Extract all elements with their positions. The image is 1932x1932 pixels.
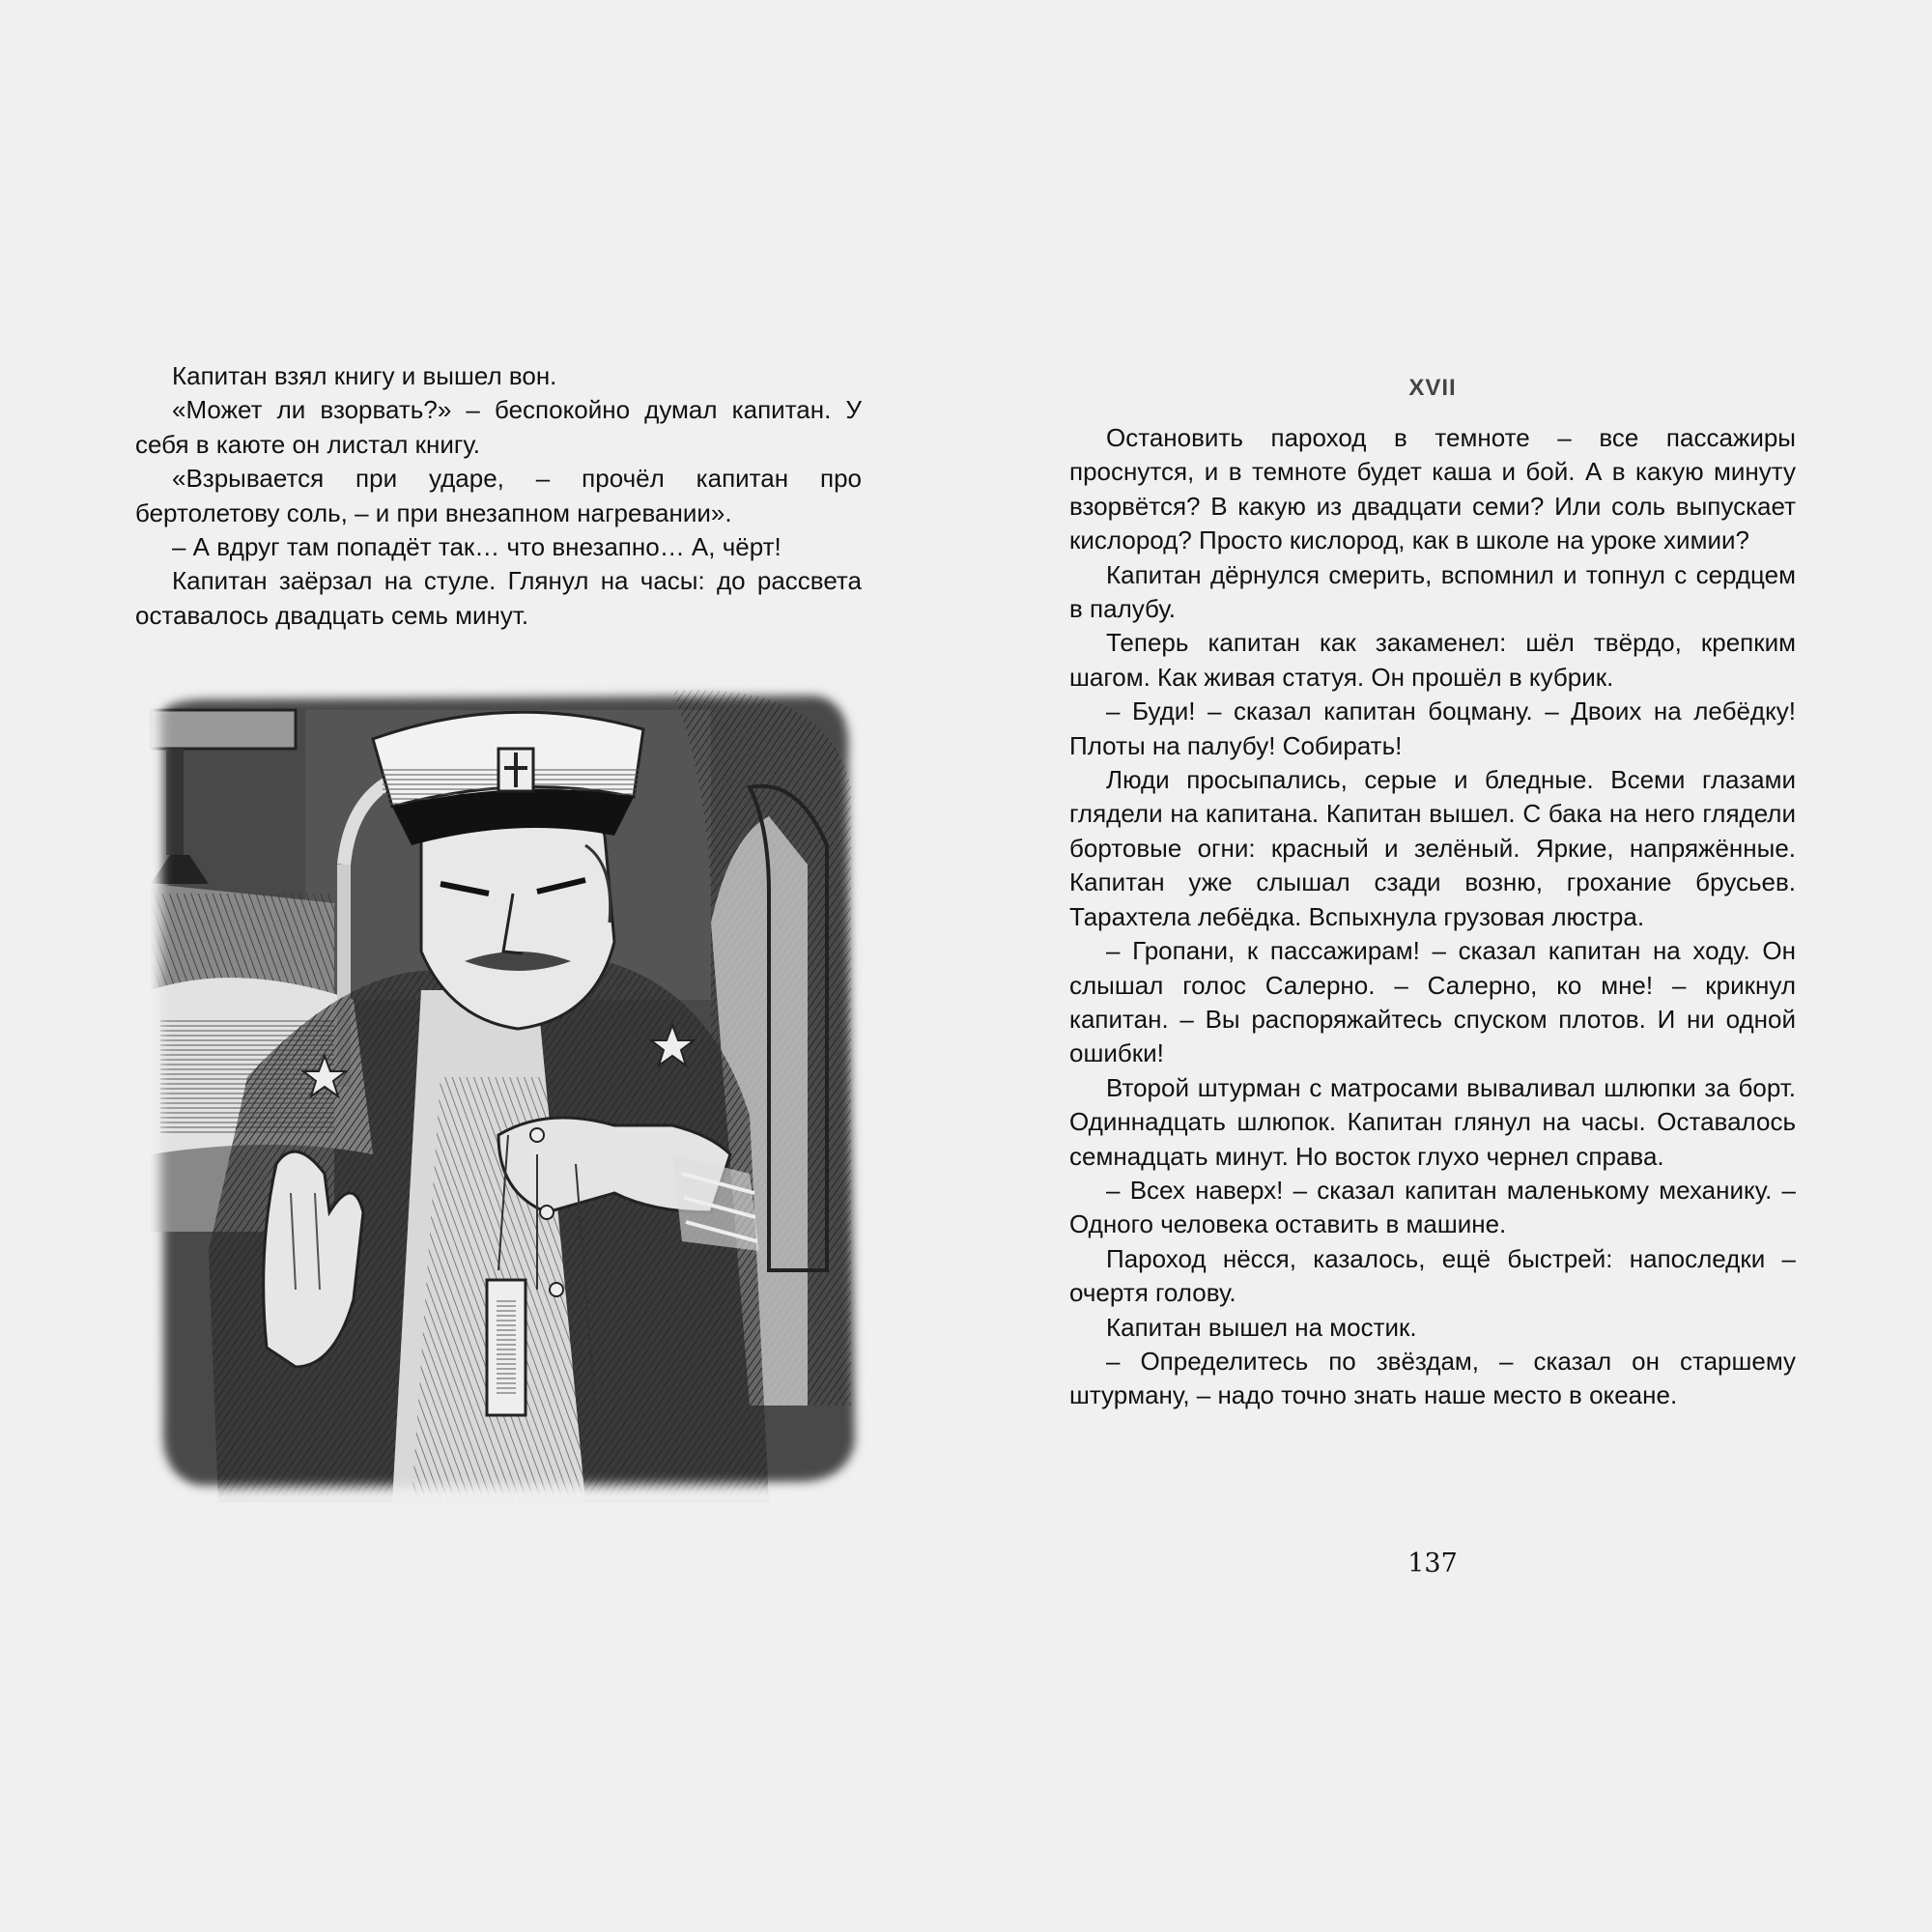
left-page-text <box>135 359 862 633</box>
paragraph: Остановить пароход в темноте – все пассажиры проснутся, и в темноте будет каша и бой. А в какую минуту взорвётся? В какую из двадцати семи? Или соль выпускает кислород? Просто кислород, как в школе на уроке химии? <box>1069 423 1796 555</box>
paragraph: Капитан вышел на мостик. <box>1106 1312 1417 1342</box>
paragraph: Второй штурман с матросами вываливал шлюпки за борт. Одиннадцать шлюпок. Капитан глянул на часы. Оставалось семнадцать минут. Но восток глухо чернел справа. <box>1069 1072 1796 1171</box>
paragraph: Пароход нёсся, казалось, ещё быстрей: напоследки – очертя голову. <box>1069 1243 1796 1308</box>
page-number: 137 <box>1407 1548 1458 1578</box>
paragraph: Капитан взял книгу и вышел вон. <box>172 361 557 390</box>
paragraph: – Определитесь по звёздам, – сказал он старшему штурману, – надо точно знать наше место в океане. <box>1069 1346 1796 1410</box>
paragraph: Люди просыпались, серые и бледные. Всеми глазами глядели на капитана. Капитан вышел. С бака на него глядели бортовые огни: красный и зелёный. Яркие, напряжённые. Капитан уже слышал сзади возню, грохание брусьев. Тарахтела лебёдка. Вспыхнула грузовая люстра. <box>1069 765 1796 931</box>
paragraph: Теперь капитан как закаменел: шёл твёрдо, крепким шагом. Как живая статуя. Он прошёл в кубрик. <box>1069 628 1796 692</box>
chapter-title: XVII <box>1408 375 1457 401</box>
captain-illustration <box>131 671 881 1510</box>
paragraph: – Буди! – сказал капитан боцману. – Двоих на лебёдку! Плоты на палубу! Собирать! <box>1069 696 1796 760</box>
paragraph: – Гропани, к пассажирам! – сказал капитан на ходу. Он слышал голос Салерно. – Салерно, ко мне! – крикнул капитан. – Вы распоряжайтесь спуском плотов. И ни одной ошибки! <box>1069 936 1796 1068</box>
paragraph: – А вдруг там попадёт так… что внезапно… А, чёрт! <box>172 532 781 562</box>
paragraph: «Взрывается при ударе, – прочёл капитан про бертолетову соль, – и при внезапном нагревании». <box>135 464 862 527</box>
paragraph: «Может ли взорвать?» – беспокойно думал капитан. У себя в каюте он листал книгу. <box>135 395 862 459</box>
paragraph: – Всех наверх! – сказал капитан маленькому механику. – Одного человека оставить в машине. <box>1069 1175 1796 1239</box>
paragraph: Капитан дёрнулся смерить, вспомнил и топнул с сердцем в палубу. <box>1069 559 1796 624</box>
paragraph: Капитан заёрзал на стуле. Глянул на часы: до рассвета оставалось двадцать семь минут. <box>135 566 862 630</box>
captain-illustration-icon <box>131 671 881 1510</box>
right-page-text <box>1069 359 1796 1413</box>
